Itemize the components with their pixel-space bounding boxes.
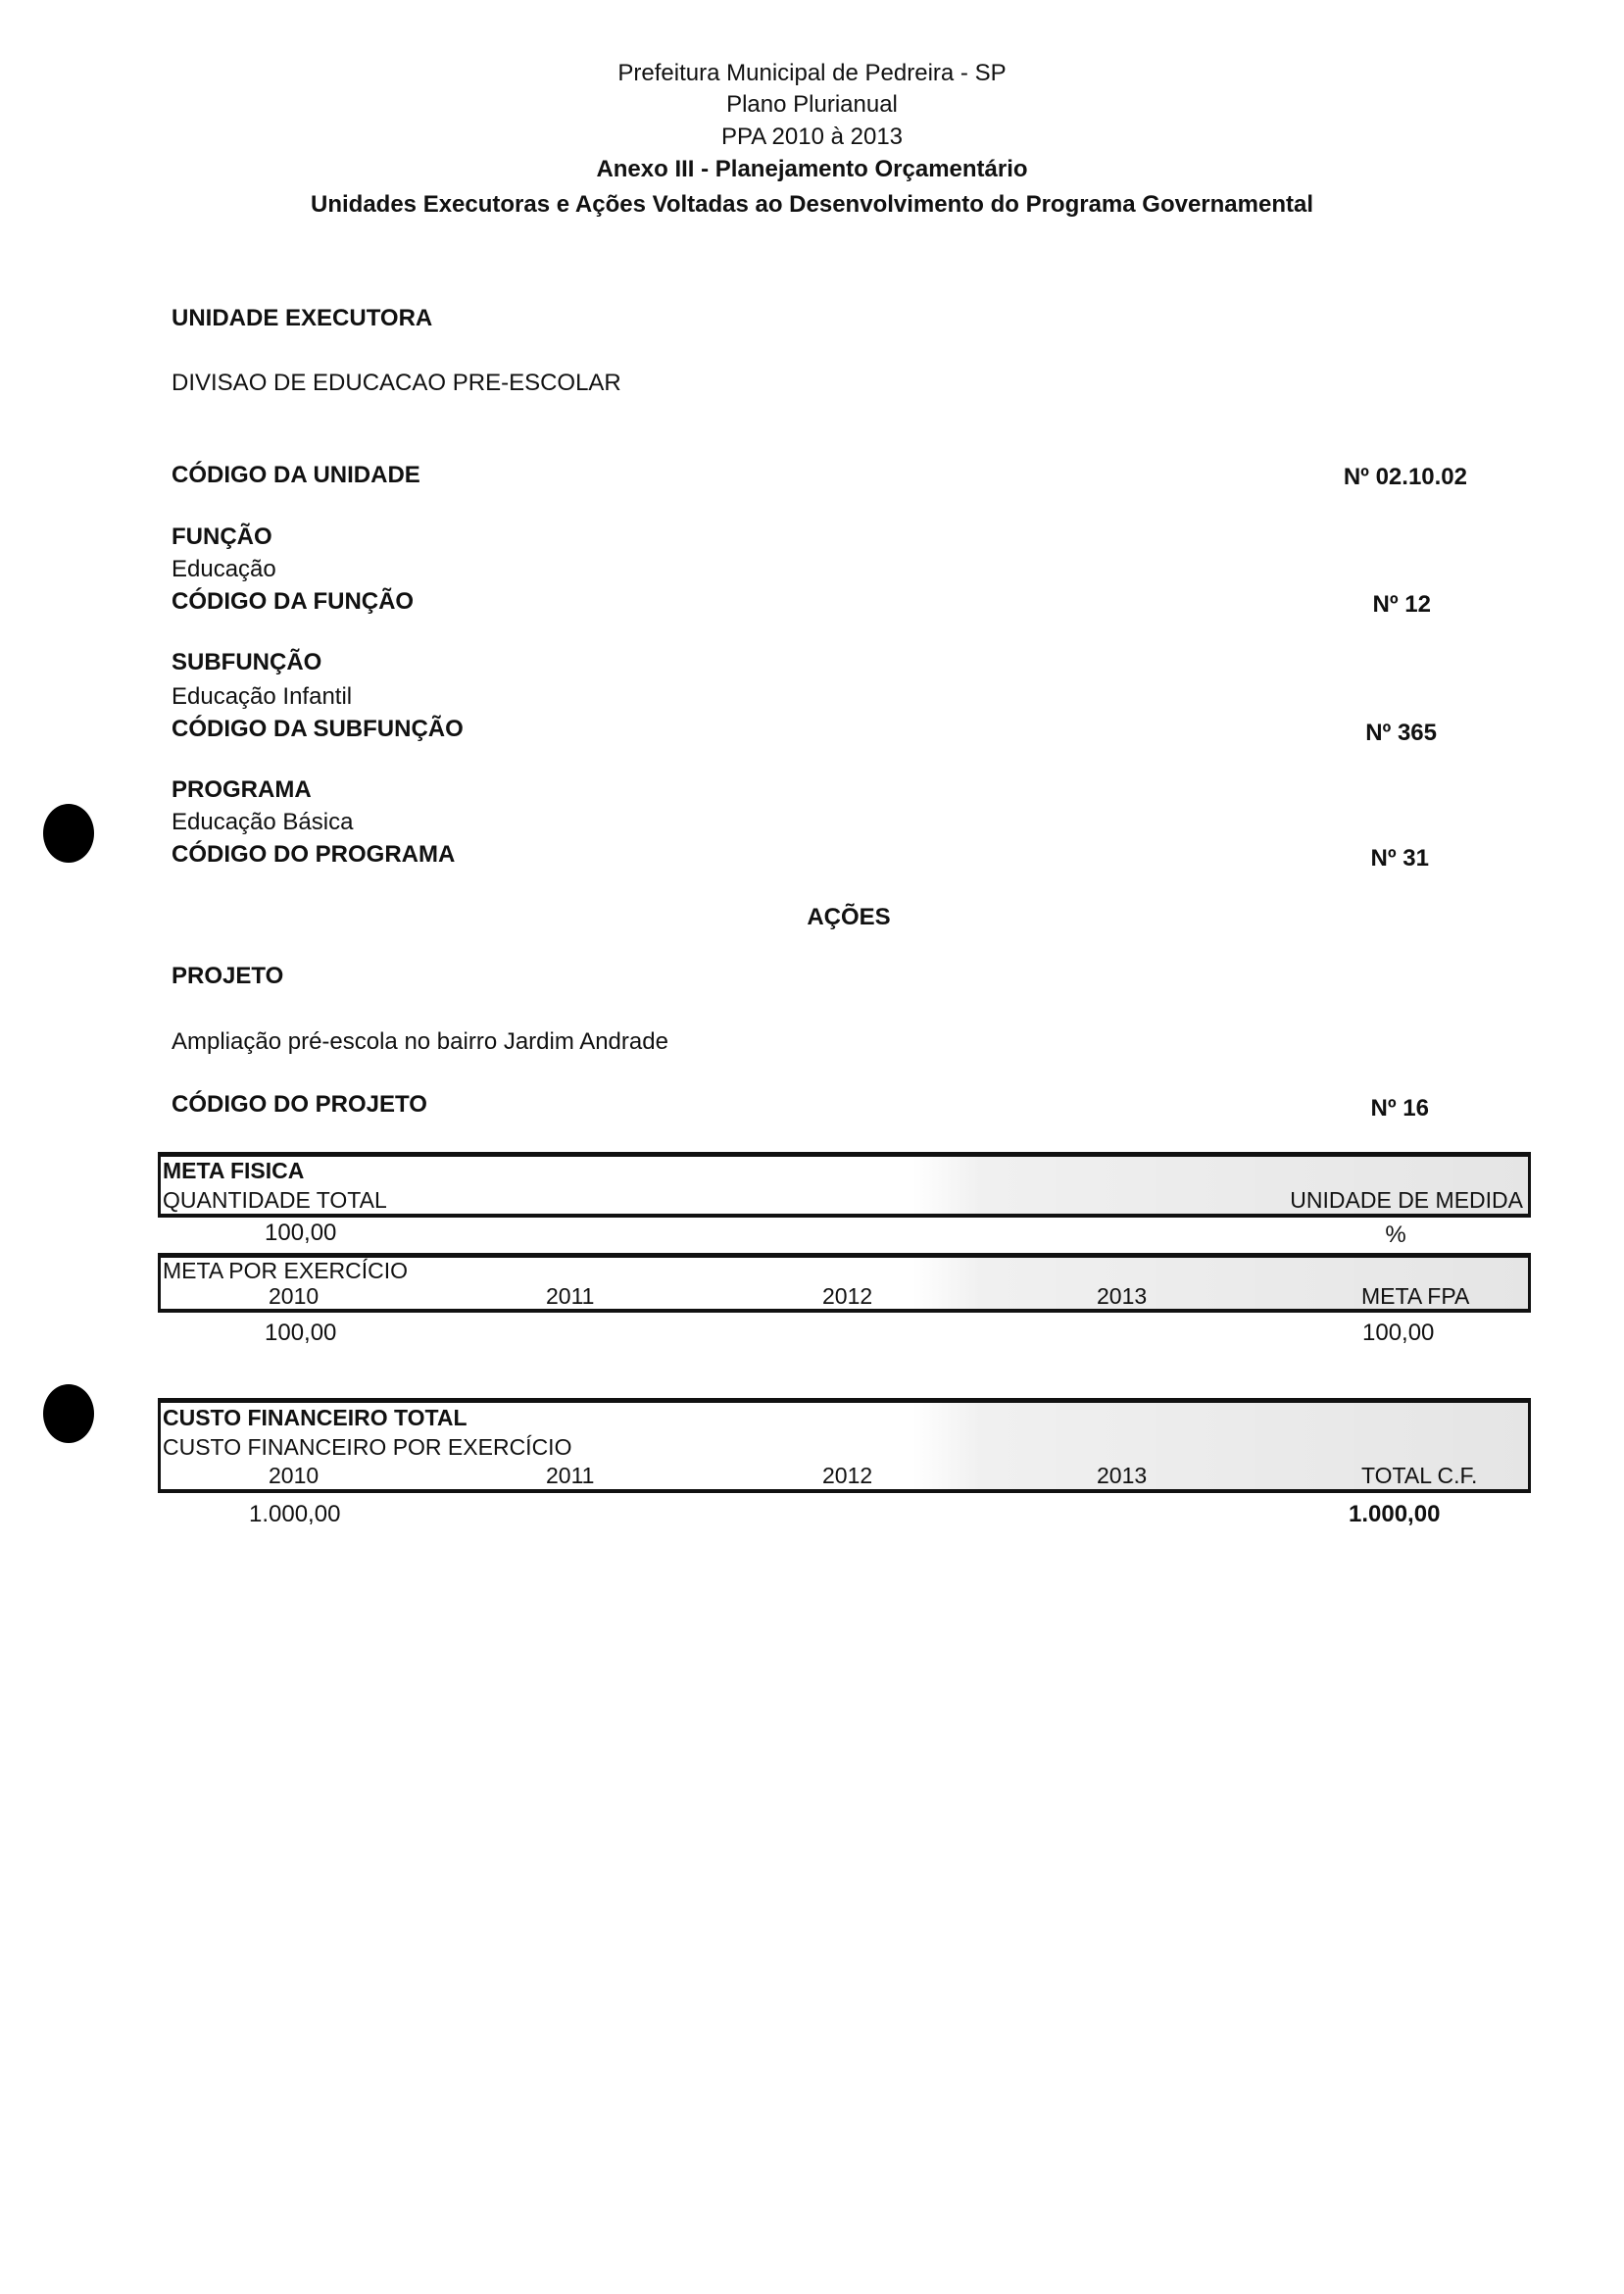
header-line-5: Unidades Executoras e Ações Voltadas ao Desenvolvimento do Programa Governamental [311,191,1313,218]
funcao-codigo: Nº 12 [1372,591,1431,618]
projeto-codigo: Nº 16 [1370,1095,1429,1122]
unidade-medida-value: % [1385,1222,1406,1248]
subfuncao-value: Educação Infantil [172,683,353,710]
header-line-3: PPA 2010 à 2013 [720,124,904,150]
unidade-value: DIVISAO DE EDUCACAO PRE-ESCOLAR [172,370,621,396]
year-2010: 2010 [269,1283,320,1309]
programa-label: PROGRAMA [172,776,312,803]
header-line-1: Prefeitura Municipal de Pedreira - SP [617,60,1007,86]
total-cf-value: 1.000,00 [1349,1501,1441,1527]
projeto-label: PROJETO [172,963,284,989]
meta-fpa-label: META FPA [1361,1283,1470,1309]
unidade-medida-label: UNIDADE DE MEDIDA [1290,1187,1523,1213]
total-cf-label: TOTAL C.F. [1361,1463,1478,1488]
unidade-codigo: Nº 02.10.02 [1343,464,1467,490]
meta-exercicio-header [158,1253,1531,1313]
custo-year-2012: 2012 [822,1463,873,1488]
projeto-codigo-label: CÓDIGO DO PROJETO [172,1091,427,1118]
subfuncao-label: SUBFUNÇÃO [172,649,322,675]
programa-codigo: Nº 31 [1370,845,1429,872]
meta-fisica-header [158,1152,1531,1218]
programa-value: Educação Básica [172,809,354,835]
meta-fpa-value: 100,00 [1362,1320,1435,1346]
meta-2010-value: 100,00 [265,1320,337,1346]
quantidade-total-label: QUANTIDADE TOTAL [163,1187,387,1213]
unidade-label: UNIDADE EXECUTORA [172,305,433,331]
unidade-codigo-label: CÓDIGO DA UNIDADE [172,462,420,488]
funcao-value: Educação [172,556,276,582]
punch-hole [43,804,94,863]
subfuncao-codigo-label: CÓDIGO DA SUBFUNÇÃO [172,716,464,742]
custo-year-2011: 2011 [546,1463,595,1488]
header-line-4: Anexo III - Planejamento Orçamentário [596,156,1028,182]
custo-total-title: CUSTO FINANCEIRO TOTAL [163,1405,468,1430]
custo-financeiro-header [158,1398,1531,1493]
year-2011: 2011 [546,1283,595,1309]
year-2013: 2013 [1097,1283,1148,1309]
custo-year-2010: 2010 [269,1463,320,1488]
header-line-2: Plano Plurianual [726,91,898,118]
programa-codigo-label: CÓDIGO DO PROGRAMA [172,841,456,868]
projeto-value: Ampliação pré-escola no bairro Jardim Andrade [172,1028,668,1055]
funcao-label: FUNÇÃO [172,524,272,550]
subfuncao-codigo: Nº 365 [1365,720,1437,746]
custo-2010-value: 1.000,00 [249,1501,341,1527]
custo-year-2013: 2013 [1097,1463,1148,1488]
meta-exercicio-title: META POR EXERCÍCIO [163,1258,409,1283]
acoes-title: AÇÕES [807,904,891,930]
punch-hole [43,1384,94,1443]
custo-exercicio-subtitle: CUSTO FINANCEIRO POR EXERCÍCIO [163,1434,572,1460]
meta-fisica-title: META FISICA [163,1158,305,1183]
quantidade-total-value: 100,00 [265,1220,337,1246]
funcao-codigo-label: CÓDIGO DA FUNÇÃO [172,588,415,615]
year-2012: 2012 [822,1283,873,1309]
